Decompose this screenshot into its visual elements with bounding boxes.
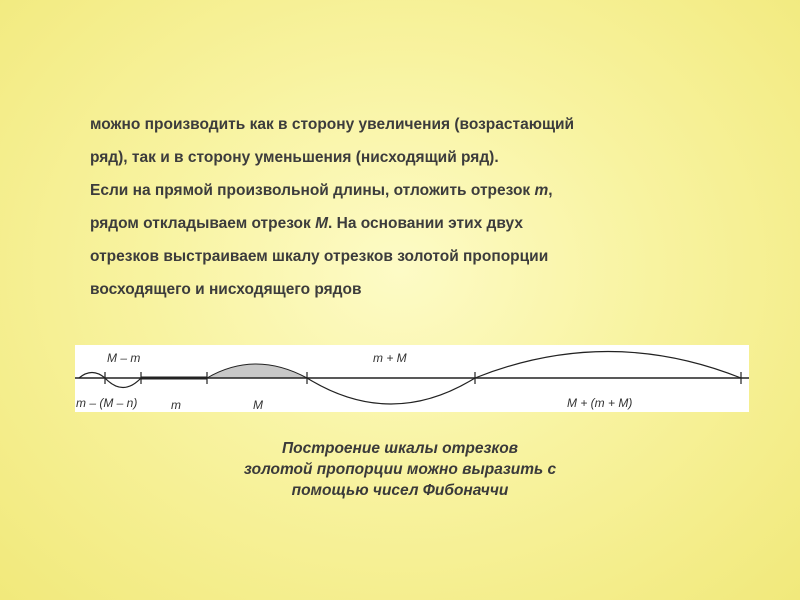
arc-small-upper: [79, 373, 105, 379]
shaded-arc-M: [207, 364, 307, 378]
text-line-5: отрезков выстраиваем шкалу отрезков золотой пропорции: [90, 248, 549, 265]
caption-line-2: золотой пропорции можно выразить с: [243, 461, 557, 478]
scale-diagram: [75, 345, 749, 412]
label-M-minus-m: M – m: [107, 351, 141, 365]
text-line-1: можно производить как в сторону увеличения (возрастающий: [90, 116, 575, 133]
label-m: m: [171, 398, 181, 412]
arc-M-plus-m-plus-M: [475, 352, 741, 379]
segment-M-symbol: М: [315, 215, 329, 232]
text-line-6: восходящего и нисходящего рядов: [90, 281, 362, 298]
golden-ratio-scale-figure: [75, 345, 749, 412]
text-line-2: ряд), так и в сторону уменьшения (нисходящий ряд).: [90, 149, 499, 166]
text-line-3-end: ,: [548, 182, 553, 199]
label-M-plus-m-plus-M: M + (m + M): [567, 396, 633, 410]
label-m-minus-M-minus-n: m – (M – n): [76, 396, 138, 410]
caption-line-1: Построение шкалы отрезков: [281, 440, 519, 457]
arc-m-plus-M: [307, 378, 475, 404]
text-line-3-start: Если на прямой произвольной длины, отложить отрезок: [90, 182, 535, 199]
label-M: M: [253, 398, 263, 412]
text-line-4-end: . На основании этих двух: [328, 215, 523, 232]
text-line-4-start: рядом откладываем отрезок: [90, 215, 316, 232]
figure-caption: [200, 438, 600, 501]
arc-M-minus-m: [105, 378, 141, 388]
text-line-3: [90, 174, 730, 207]
segment-m-symbol: m: [534, 182, 549, 199]
body-text: [90, 108, 730, 306]
label-m-plus-M: m + M: [373, 351, 407, 365]
text-line-4: [90, 207, 730, 240]
caption-line-3: помощью чисел Фибоначчи: [291, 482, 509, 499]
